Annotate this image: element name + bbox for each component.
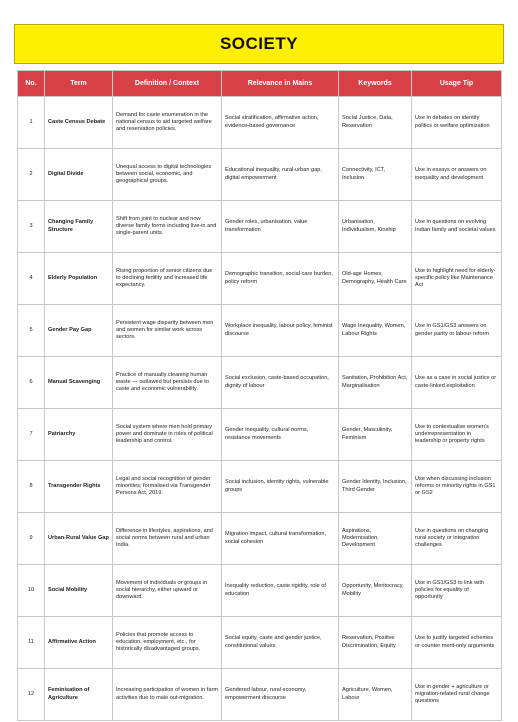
table-row [18, 617, 502, 669]
row-usage-tip: Use in questions on evolving Indian family and societal values [412, 201, 502, 253]
row-keywords: Gender, Masculinity, Feminism [339, 409, 412, 461]
title-banner [14, 24, 504, 64]
row-definition: Shift from joint to nuclear and now diverse family forms including live-in and single-parent units. [113, 201, 222, 253]
row-relevance: Workplace inequality, labour policy, feminist discourse [222, 305, 339, 357]
row-relevance: Social stratification, affirmative action, evidence-based governance [222, 97, 339, 149]
row-usage-tip: Use in GS1/GS3 answers on gender parity or labour reform [412, 305, 502, 357]
row-term: Patriarchy [45, 409, 113, 461]
row-definition: Persistent wage disparity between men and women for similar work across sectors. [113, 305, 222, 357]
row-keywords: Connectivity, ICT, Inclusion [339, 149, 412, 201]
table-row [18, 149, 502, 201]
row-usage-tip: Use in essays or answers on inequality and development [412, 149, 502, 201]
row-usage-tip: Use in gender + agriculture or migration-related rural change questions [412, 669, 502, 721]
table-row [18, 461, 502, 513]
row-keywords: Opportunity, Meritocracy, Mobility [339, 565, 412, 617]
header-usage-tip: Usage Tip [412, 71, 502, 97]
row-number: 8 [18, 461, 45, 513]
row-usage-tip: Use in debates on identity politics or welfare optimization [412, 97, 502, 149]
row-term: Transgender Rights [45, 461, 113, 513]
row-number: 4 [18, 253, 45, 305]
row-keywords: Gender Identity, Inclusion, Third Gender [339, 461, 412, 513]
row-usage-tip: Use as a case in social justice or caste-linked exploitation [412, 357, 502, 409]
row-number: 11 [18, 617, 45, 669]
row-usage-tip: Use in GS1/GS3 to link with policies for equality of opportunity [412, 565, 502, 617]
row-relevance: Gender roles, urbanisation, value transformation [222, 201, 339, 253]
row-keywords: Aspirations, Modernisation, Development [339, 513, 412, 565]
row-relevance: Inequality reduction, caste rigidity, role of education [222, 565, 339, 617]
row-usage-tip: Use to justify targeted schemes or counter merit-only arguments [412, 617, 502, 669]
header-definition: Definition / Context [113, 71, 222, 97]
row-number: 10 [18, 565, 45, 617]
row-keywords: Old-age Homes, Demography, Health Care [339, 253, 412, 305]
row-relevance: Social exclusion, caste-based occupation, dignity of labour [222, 357, 339, 409]
society-table [17, 70, 502, 721]
row-definition: Social system where men hold primary power and dominate in roles of political leadership and control. [113, 409, 222, 461]
table-row [18, 565, 502, 617]
row-term: Affirmative Action [45, 617, 113, 669]
row-relevance: Educational inequality, rural-urban gap, digital empowerment [222, 149, 339, 201]
row-definition: Movement of individuals or groups in social hierarchy, either upward or downward. [113, 565, 222, 617]
row-number: 12 [18, 669, 45, 721]
row-relevance: Demographic transition, social care burden, policy reform [222, 253, 339, 305]
row-definition: Increasing participation of women in farm activities due to male out-migration. [113, 669, 222, 721]
row-term: Manual Scavenging [45, 357, 113, 409]
row-term: Social Mobility [45, 565, 113, 617]
row-term: Feminisation of Agriculture [45, 669, 113, 721]
row-term: Urban-Rural Value Gap [45, 513, 113, 565]
row-relevance: Social inclusion, identity rights, vulnerable groups [222, 461, 339, 513]
header-term: Term [45, 71, 113, 97]
header-relevance: Relevance in Mains [222, 71, 339, 97]
row-keywords: Reservation, Positive Discrimination, Equity [339, 617, 412, 669]
row-term: Changing Family Structure [45, 201, 113, 253]
table-row [18, 97, 502, 149]
table-row [18, 409, 502, 461]
row-definition: Difference in lifestyles, aspirations, and social norms between rural and urban India. [113, 513, 222, 565]
row-relevance: Gender inequality, cultural norms, resistance movements [222, 409, 339, 461]
row-number: 5 [18, 305, 45, 357]
row-relevance: Gendered labour, rural economy, empowerment discourse [222, 669, 339, 721]
row-number: 6 [18, 357, 45, 409]
row-relevance: Migration impact, cultural transformation, social cohesion [222, 513, 339, 565]
row-usage-tip: Use in questions on changing rural society or integration challenges [412, 513, 502, 565]
table-row [18, 201, 502, 253]
row-number: 9 [18, 513, 45, 565]
table-row [18, 669, 502, 721]
header-row [18, 71, 502, 97]
row-definition: Practice of manually cleaning human waste — outlawed but persists due to caste and economic vulnerability. [113, 357, 222, 409]
table-row [18, 305, 502, 357]
row-term: Digital Divide [45, 149, 113, 201]
row-number: 2 [18, 149, 45, 201]
header-no: No. [18, 71, 45, 97]
row-relevance: Social equity, caste and gender justice, constitutional values [222, 617, 339, 669]
row-definition: Unequal access to digital technologies between social, economic, and geographical groups. [113, 149, 222, 201]
page-title: SOCIETY [219, 34, 299, 53]
row-keywords: Agriculture, Women, Labour [339, 669, 412, 721]
row-number: 3 [18, 201, 45, 253]
row-definition: Rising proportion of senior citizens due to declining fertility and increased life expectancy. [113, 253, 222, 305]
row-number: 1 [18, 97, 45, 149]
row-keywords: Wage Inequality, Women, Labour Rights [339, 305, 412, 357]
row-usage-tip: Use when discussing inclusion reforms or minority rights in GS1 or GS2 [412, 461, 502, 513]
row-term: Gender Pay Gap [45, 305, 113, 357]
row-definition: Demand for caste enumeration in the national census to aid targeted welfare and reservation policies. [113, 97, 222, 149]
table-row [18, 253, 502, 305]
header-keywords: Keywords [339, 71, 412, 97]
row-term: Caste Census Debate [45, 97, 113, 149]
table-row [18, 357, 502, 409]
row-term: Elderly Population [45, 253, 113, 305]
row-keywords: Sanitation, Prohibition Act, Marginalisation [339, 357, 412, 409]
row-definition: Legal and social recognition of gender minorities; formalised via Transgender Persons Act, 2019. [113, 461, 222, 513]
row-usage-tip: Use to highlight need for elderly-specific policy like Maintenance Act [412, 253, 502, 305]
row-keywords: Urbanisation, Individualism, Kinship [339, 201, 412, 253]
row-definition: Policies that promote access to education, employment, etc., for historically disadvantaged groups. [113, 617, 222, 669]
table-row [18, 513, 502, 565]
row-keywords: Social Justice, Data, Reservation [339, 97, 412, 149]
row-number: 7 [18, 409, 45, 461]
row-usage-tip: Use to contextualise women's underrepresentation in leadership or property rights [412, 409, 502, 461]
